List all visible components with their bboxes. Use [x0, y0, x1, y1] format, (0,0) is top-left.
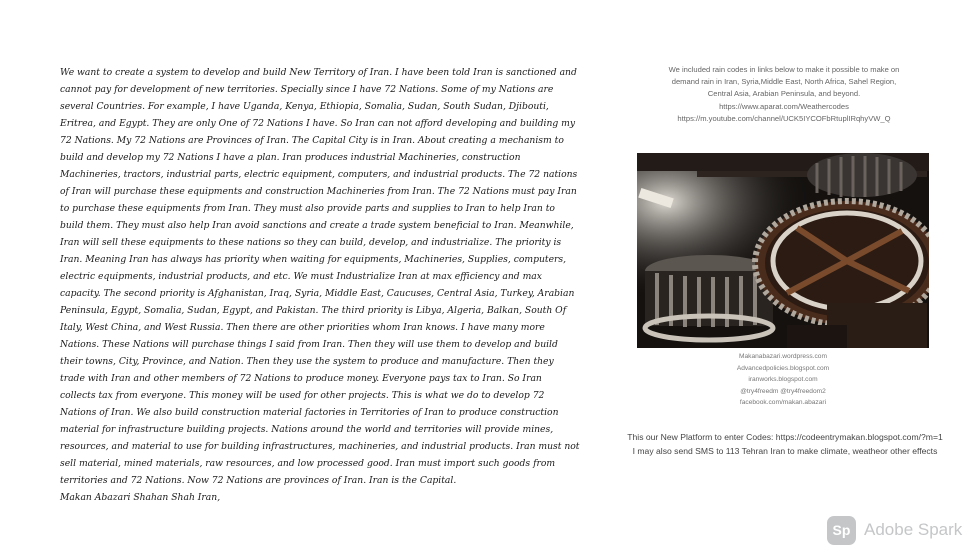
platform-link-line[interactable]: This our New Platform to enter Codes: https://codeentrymakan.blogspot.com/?m=1: [627, 432, 943, 442]
gear-photo-graphic: [637, 153, 929, 348]
main-paragraph: We want to create a system to develop and build New Territory of Iran. I have been told Iran is sanctioned and cannot pay for development of new territories. Specially since I have 72 Nations. Some of my Nations are several Countries. For example, I have Uganda, Kenya, Ethiopia, Somalia, Sudan, South Sudan, Djibouti, Eritrea, and Egypt. They are only One of 72 Nations I have. So Iran can not afford developing and building my 72 Nations. My 72 Nations are Provinces of Iran. The Capital City is in Iran. About creating a mechanism to build and develop my 72 Nations I have a plan. Iran produces industrial Machineries, construction Machineries, tractors, industrial parts, electric equipment, computers, and industrial products. The 72 nations of Iran will purchase these equipments and construction Machineries from Iran. The 72 Nations must pay Iran to purchase these equipments from Iran. They must also provide parts and supplies to Iran to help Iran to build them. They must also help Iran avoid sanctions and create a trade system beneficial to Iran. Meanwhile, Iran will sell these equipments to these nations so they can build, develop, and industrialize. The priority is Iran. Meaning Iran has always has priority when waiting for equipments, Machineries, Supplies, computers, electric equipments, industrial products, and etc. We must Industrialize Iran at max efficiency and max capacity. The second priority is Afghanistan, Iraq, Syria, Middle East, Caucuses, Central Asia, Turkey, Arabian Peninsula, Egypt, Somalia, Sudan, Egypt, and Pakistan. The third priority is Libya, Algeria, Balkan, South Of Italy, West China, and West Russia. Then there are other priorities whom Iran knows. I have many more Nations. These Nations will purchase things I said from Iran. Then they will use them to develop and build their towns, City, Province, and Nation. Then they use the system to produce and manufacture. Then they trade with Iran and other members of 72 Nations to produce money. Everyone pays tax to Iran. So Iran collects tax from everyone. This money will be used for other projects. This is what we do to develop 72 Nations of Iran. We also build construction material factories in Territories of Iran to produce construction material for infrastructure building projects. Nations around the world and territories will provide mines, resources, and material to use for building infrastructures, machineries, and industrial products. Iran must not sell material, mined materials, raw resources, and low processed good. Iran must import such goods from territories and 72 Nations. Now 72 Nations are provinces of Iran. Iran is the Capital.: [60, 67, 580, 486]
credit-line[interactable]: Makanabazari.wordpress.com: [739, 353, 827, 360]
rain-codes-intro: We included rain codes in links below to make it possible to make on demand rain in Iran, Syria,Middle East, North Africa, Sahel Region, Central Asia, Arabian Peninsula, and beyond.: [668, 65, 900, 99]
main-text-block: [60, 64, 580, 506]
adobe-spark-logo-icon: Sp: [827, 516, 856, 545]
gear-machinery-photo: [637, 153, 929, 348]
aparat-link[interactable]: https://www.aparat.com/Weathercodes: [719, 101, 849, 111]
credit-line[interactable]: facebook.com/makan.abazari: [739, 399, 827, 407]
credit-line: @try4freedm @try4freedom2: [740, 387, 826, 395]
credits-list: [680, 351, 886, 409]
adobe-spark-label: Adobe Spark: [864, 520, 963, 539]
signature: Makan Abazari Shahan Shah Iran,: [60, 492, 221, 503]
platform-note: [620, 431, 950, 458]
sms-note-line: I may also send SMS to 113 Tehran Iran to make climate, weatheor other effects: [632, 445, 938, 456]
credit-line[interactable]: iranworks.blogspot.com: [748, 376, 818, 384]
youtube-link[interactable]: https://m.youtube.com/channel/UCK5IYCOFbRtuplIRqhyVW_Q: [677, 113, 891, 123]
credit-line[interactable]: Advancedpolicies.blogspot.com: [736, 364, 830, 372]
links-block: [626, 101, 942, 125]
adobe-spark-badge[interactable]: [827, 514, 962, 546]
right-column: [626, 64, 942, 125]
